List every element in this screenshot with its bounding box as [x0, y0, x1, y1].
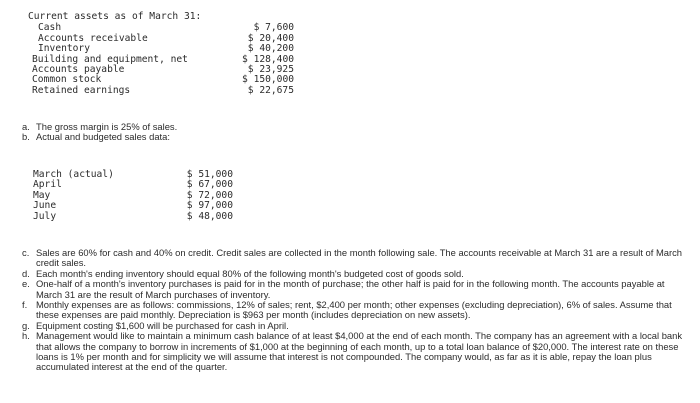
note-text: Monthly expenses are as follows: commissions, 12% of sales; rent, $2,400 per month; other expenses (excluding depreciation), 6% of sales. Assume that these expenses are paid monthly. Depreciation is $963 per month (includes depreciation on new assets).: [36, 299, 672, 321]
balance-label: Retained earnings: [32, 84, 131, 96]
notes-intro: [22, 122, 177, 143]
sales-month: July: [33, 210, 57, 222]
note-e: [22, 279, 687, 300]
balance-row-retained-earnings: [28, 86, 298, 96]
note-text: One-half of a month's inventory purchases is paid for in the month of purchase; the other half is paid for in the following month. The accounts payable at March 31 are the result of March purchases of inventory.: [36, 278, 665, 300]
sales-value: $ 48,000: [186, 210, 233, 222]
sales-month: June: [33, 200, 57, 212]
note-f: [22, 300, 687, 321]
note-text: Actual and budgeted sales data:: [36, 131, 170, 143]
note-h: [22, 331, 687, 373]
sales-value: $ 51,000: [186, 169, 233, 180]
sales-month: May: [33, 189, 51, 201]
note-letter: b.: [22, 131, 30, 143]
balance-value: $ 128,400: [242, 53, 294, 65]
note-text: Sales are 60% for cash and 40% on credit. Credit sales are collected in the month following sale. The accounts receivable at March 31 are a result of March credit sales.: [36, 247, 683, 269]
note-letter: g.: [22, 319, 30, 331]
note-letter: a.: [22, 121, 30, 132]
note-text: Each month's ending inventory should equal 80% of the following month's budgeted cost of goods sold.: [36, 267, 464, 279]
note-c: [22, 248, 687, 269]
note-letter: h.: [22, 330, 30, 342]
balance-label: Accounts receivable: [38, 32, 148, 44]
sales-month: April: [33, 179, 62, 191]
balance-sheet-block: [28, 12, 298, 96]
balance-label: Building and equipment, net: [32, 53, 188, 65]
note-text: The gross margin is 25% of sales.: [36, 121, 178, 132]
note-b: [22, 132, 177, 142]
note-letter: c.: [22, 247, 30, 258]
sales-row-june: [33, 201, 233, 211]
note-text: Equipment costing $1,600 will be purchased for cash in April.: [36, 319, 289, 331]
balance-label: Accounts payable: [32, 63, 125, 75]
sales-value: $ 97,000: [186, 200, 233, 212]
notes-list: [22, 248, 687, 373]
sales-value: $ 67,000: [186, 179, 233, 191]
note-text: Management would like to maintain a minimum cash balance of at least $4,000 at the end of each month. The company has an agreement with a local bank that allows the company to borrow in increments of $1,000 at the beginning of each month, up to a total loan balance of $20,000. The interest rate on these loans is 1% per month and for simplicity we will assume that interest is not compounded. The company would, as far as it is able, repay the loan plus accumulated interest at the end of the quarter.: [36, 330, 683, 373]
note-letter: d.: [22, 267, 30, 279]
balance-label: Common stock: [32, 74, 102, 86]
note-letter: f.: [22, 299, 28, 311]
balance-value: $ 20,400: [247, 32, 294, 44]
balance-label: Inventory: [38, 43, 90, 55]
balance-label: Cash: [38, 22, 62, 34]
sales-month: March (actual): [33, 169, 114, 180]
sales-row-july: [33, 212, 233, 222]
balance-value: $ 22,675: [247, 84, 294, 96]
note-letter: e.: [22, 278, 30, 290]
sales-value: $ 72,000: [186, 189, 233, 201]
balance-value: $ 7,600: [253, 22, 294, 34]
balance-value: $ 23,925: [247, 63, 294, 75]
balance-value: $ 40,200: [247, 43, 294, 55]
balance-value: $ 150,000: [242, 74, 294, 86]
balance-sheet-title: Current assets as of March 31:: [28, 11, 202, 22]
sales-data-block: [33, 170, 233, 222]
